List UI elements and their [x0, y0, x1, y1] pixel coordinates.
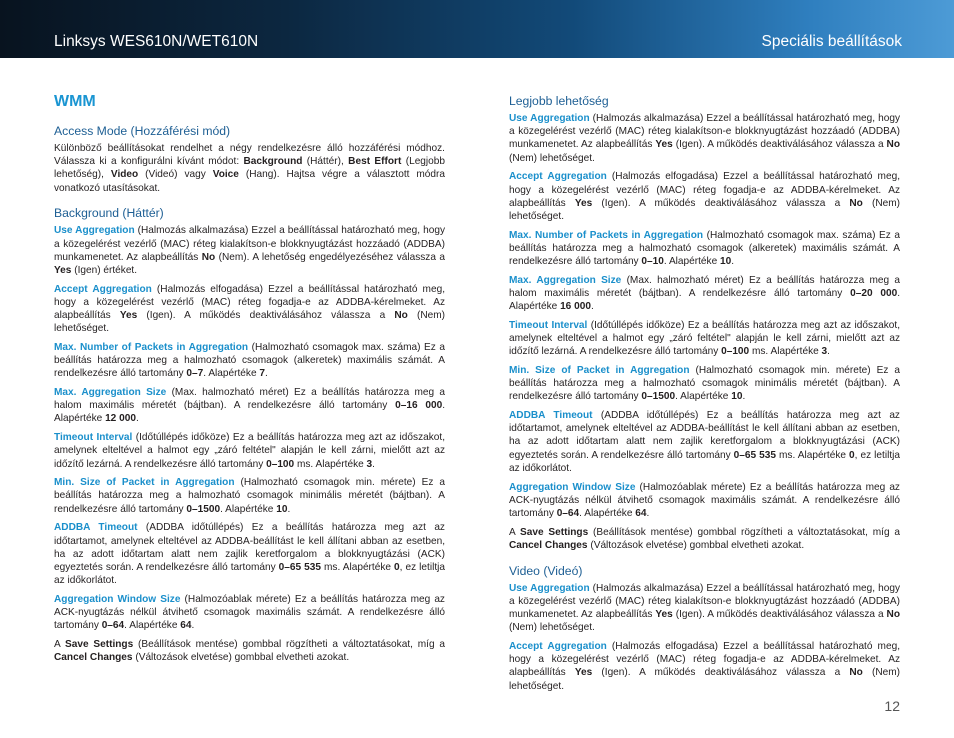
paragraph-max-aggregation-size: Max. Aggregation Size (Max. halmozható méret) Ez a beállítás határozza meg a halom maximális méretét (bájtban). A rendelkezésre álló tartomány 0–16 000. Alapértéke 12 000.: [54, 387, 446, 425]
paragraph-video-use-aggregation: Use Aggregation (Halmozás alkalmazása) Ezzel a beállítással határozható meg, hogy a közegelérést vezérlő (MAC) réteg kialakítson-e blokknyugtázást hozzáadó (ADDBA) munkamenetet. Az alapbeállítás Yes (Igen). A működés deaktiválásához válassza a No (Nem) lehetőséget.: [509, 582, 900, 634]
paragraph-accept-aggregation: Accept Aggregation (Halmozás elfogadása) Ezzel a beállítással határozható meg, hogy a közegelérést vezérlő (MAC) réteg fogadja-e az ADDBA-kérelmeket. Az alapbeállítás Yes (Igen). A működés deaktiválásához válassza a No (Nem) lehetőséget.: [54, 283, 446, 335]
paragraph-addba-timeout: ADDBA Timeout (ADDBA időtúllépés) Ez a beállítás határozza meg azt az időtartamot, amelynek elteltével az ADDBA-beállítást le kell állítani abban az esetben, ha az adott időtartam alatt nem zajlik keretforgalom a blokknyugtázási (ACK) egyeztetés során. A rendelkezésre álló tartomány 0–65 535 ms. Alapértéke 0, ez letiltja az időkorlátot.: [54, 522, 445, 587]
paragraph-timeout-interval: Timeout Interval (Időtúllépés időköze) Ez a beállítás határozza meg azt az időszakot, amelynek elteltével a halmot egy „záró feltétel" alapján le kell zárni, mielőtt azt az időzítő lezárná. A rendelkezésre álló tartomány 0–100 ms. Alapértéke 3.: [509, 319, 901, 358]
paragraph-aggregation-window-size: Aggregation Window Size (Halmozóablak mérete) Ez a beállítás határozza meg az ACK-nyugtázás nélkül átvihető csomagok maximális számát. A rendelkezésre álló tartomány 0–64. Alapértéke 64.: [509, 481, 900, 519]
product-title: Linksys WES610N/WET610N: [54, 33, 259, 50]
paragraph-min-packet-size: Min. Size of Packet in Aggregation (Halmozható csomagok min. mérete) Ez a beállítás határozza meg a halmozható csomagok minimális méretét (bájtban). A rendelkezésre álló tartomány 0–1500. Alapértéke 10.: [509, 364, 900, 403]
paragraph-save-settings: A Save Settings (Beállítások mentése) gombbal rögzítheti a változtatásokat, míg a Cancel Changes (Változások elvetése) gombbal elvetheti azokat.: [54, 639, 446, 664]
paragraph-accept-aggregation: Accept Aggregation (Halmozás elfogadása) Ezzel a beállítással határozható meg, hogy a közegelérést vezérlő (MAC) réteg fogadja-e az ADDBA-kérelmeket. Az alapbeállítás Yes (Igen). A működés deaktiválásához válassza a No (Nem) lehetőséget.: [509, 171, 901, 222]
paragraph-access-mode: Különböző beállításokat rendelhet a négy rendelkezésre álló hozzáférési módhoz. Válassza ki a konfigurálni kívánt módot: Background (Háttér), Best Effort (Legjobb lehetőség), Video (Videó) vagy Voice (Hang). Hajtsa végre a választott módra vonatkozó utasításokat.: [54, 143, 446, 194]
right-column: [509, 94, 900, 698]
page-header: [0, 0, 954, 58]
left-column: [54, 92, 445, 670]
heading-best-effort: Legjobb lehetőség: [509, 94, 609, 108]
paragraph-addba-timeout: ADDBA Timeout (ADDBA időtúllépés) Ez a beállítás határozza meg azt az időtartamot, amelynek elteltével az ADDBA-beállítást le kell állítani abban az esetben, ha az adott időtartam alatt nem zajlik keretforgalom a blokknyugtázási (ACK) egyeztetés során. A rendelkezésre álló tartomány 0–65 535 ms. Alapértéke 0, ez letiltja az időkorlátot.: [509, 410, 900, 474]
heading-background: Background (Háttér): [54, 206, 164, 221]
section-title-wmm: WMM: [54, 93, 96, 110]
paragraph-aggregation-window-size: Aggregation Window Size (Halmozóablak mérete) Ez a beállítás határozza meg az ACK-nyugtázás nélkül átvihető csomagok maximális számát. A rendelkezésre álló tartomány 0–64. Alapértéke 64.: [54, 593, 445, 632]
heading-video: Video (Videó): [509, 563, 583, 578]
heading-access-mode: Access Mode (Hozzáférési mód): [54, 124, 231, 138]
paragraph-timeout-interval: Timeout Interval (Időtúllépés időköze) Ez a beállítás határozza meg azt az időszakot, amelynek elteltével a halmot egy „záró feltétel" alapján le kell zárni, mielőtt azt az időzítő lezárná. A rendelkezésre álló tartomány 0–100 ms. Alapértéke 3.: [54, 432, 446, 470]
page-number: 12: [884, 698, 900, 714]
chapter-title: Speciális beállítások: [761, 33, 902, 50]
paragraph-max-packets: Max. Number of Packets in Aggregation (Halmozható csomagok max. száma) Ez a beállítás határozza meg a halmozható csomagok (alkeretek) maximális számát. A rendelkezésre álló tartomány 0–7. Alapértéke 7.: [54, 341, 445, 380]
paragraph-max-aggregation-size: Max. Aggregation Size (Max. halmozható méret) Ez a beállítás határozza meg a halom maximális méretét (bájtban). A rendelkezésre álló tartomány 0–20 000. Alapértéke 16 000.: [509, 274, 901, 313]
paragraph-save-settings: A Save Settings (Beállítások mentése) gombbal rögzítheti a változtatásokat, míg a Cancel Changes (Változások elvetése) gombbal elvetheti azokat.: [509, 526, 901, 551]
paragraph-use-aggregation: Use Aggregation (Halmozás alkalmazása) Ezzel a beállítással határozható meg, hogy a közegelérést vezérlő (MAC) réteg kialakítson-e blokknyugtázást hozzáadó (ADDBA) munkamenetet. Az alapbeállítás Yes (Igen). A működés deaktiválásához válassza a No (Nem) lehetőséget.: [509, 113, 900, 164]
paragraph-video-accept-aggregation: Accept Aggregation (Halmozás elfogadása) Ezzel a beállítással határozható meg, hogy a közegelérést vezérlő (MAC) réteg fogadja-e az ADDBA-kérelmeket. Az alapbeállítás Yes (Igen). A működés deaktiválásához válassza a No (Nem) lehetőséget.: [509, 640, 901, 692]
paragraph-use-aggregation: Use Aggregation (Halmozás alkalmazása) Ezzel a beállítással határozható meg, hogy a közegelérést vezérlő (MAC) réteg kialakítson-e blokknyugtázást hozzáadó (ADDBA) munkamenetet. Az alapbeállítás No (Nem). A lehetőség engedélyezéséhez válassza a Yes (Igen) értéket.: [54, 225, 446, 276]
paragraph-max-packets: Max. Number of Packets in Aggregation (Halmozható csomagok max. száma) Ez a beállítás határozza meg a halmozható csomagok (alkeretek) maximális számát. A rendelkezésre álló tartomány 0–10. Alapértéke 10.: [509, 229, 900, 268]
paragraph-min-packet-size: Min. Size of Packet in Aggregation (Halmozható csomagok min. mérete) Ez a beállítás határozza meg a halmozható csomagok minimális méretét (bájtban). A rendelkezésre álló tartomány 0–1500. Alapértéke 10.: [54, 477, 445, 515]
